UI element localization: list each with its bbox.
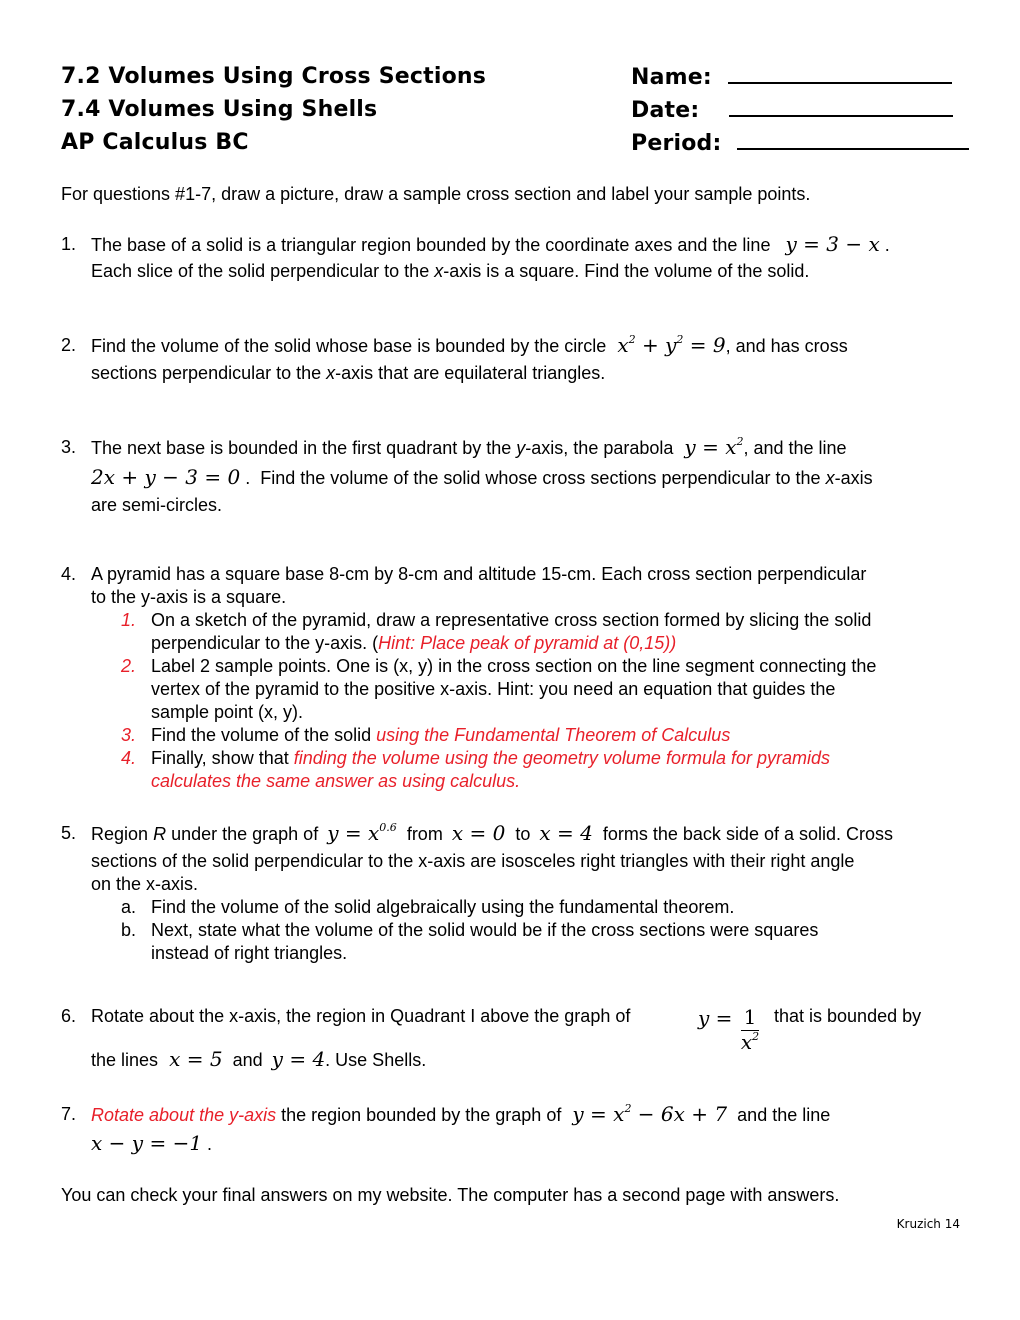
q6-function: y = $\frac{1}{x^2}$ [698, 1005, 760, 1054]
q4-sub4-line1 [151, 747, 830, 770]
q5-text-b: under the graph of [171, 824, 319, 844]
q6-text-d: . Use Shells. [325, 1050, 427, 1070]
q1-equation: y = 3 − x [785, 232, 880, 256]
q4-sub3-emphasis: using the Fundamental Theorem of Calculus [376, 725, 731, 745]
q7-emphasis: Rotate about the y-axis [91, 1105, 277, 1125]
q5-region-r: R [153, 824, 167, 844]
q5-text-a: Region [91, 824, 149, 844]
date-label: Date: [631, 98, 700, 123]
q5-sub-a: Find the volume of the solid algebraically using the fundamental theorem. [151, 897, 735, 917]
q6-line-x: x = 5 [169, 1047, 223, 1071]
q4-number: 4. [61, 564, 77, 584]
q3-text-e: -axis [834, 468, 873, 488]
q3-y: y [516, 438, 526, 458]
q7-number: 7. [61, 1104, 77, 1124]
q5-sub-b-line1: Next, state what the volume of the solid would be if the cross sections were squares [151, 920, 819, 940]
date-field[interactable] [631, 97, 953, 123]
q2-text-c: sections perpendicular to the [91, 363, 322, 383]
q4-sub1-line2 [151, 632, 676, 655]
q1-line2 [91, 260, 809, 283]
q7-function: $y = x^2 - 6x + 7$ [572, 1102, 728, 1126]
q5-text-c: forms the back side of a solid. Cross [602, 824, 894, 844]
q4-sub1-line1: On a sketch of the pyramid, draw a representative cross section formed by slicing the solid [151, 610, 872, 630]
q4-sub1-hint: Hint: Place peak of pyramid at (0,15)) [378, 633, 677, 653]
q5-from: from [406, 824, 443, 844]
q4-sub2-line2: vertex of the pyramid to the positive x-axis. Hint: you need an equation that guides the [151, 679, 836, 699]
q4-sub3-text: Find the volume of the solid [151, 725, 377, 745]
q6-text-b: that is bounded by [774, 1006, 922, 1026]
q3-number: 3. [61, 437, 77, 457]
q1-text-c: -axis is a square. Find the volume of the solid. [443, 261, 810, 281]
q5-to: to [515, 824, 531, 844]
q2-line1 [91, 334, 848, 358]
q1-x: x [434, 261, 444, 281]
period-label: Period: [631, 131, 722, 156]
q1-text-b: Each slice of the solid perpendicular to the [91, 261, 430, 281]
q3-text-a: The next base is bounded in the first quadrant by the [91, 438, 512, 458]
q7-text-c: and the line [737, 1105, 831, 1125]
q3-x: x [825, 468, 835, 488]
q5-sub-b-line2: instead of right triangles. [151, 943, 348, 963]
q4-line2: to the y-axis is a square. [91, 587, 287, 607]
q5-upper-bound: x = 4 [539, 821, 593, 845]
q4-sub1-text: perpendicular to the y-axis. ( [151, 633, 379, 653]
q5-line1 [91, 822, 893, 846]
q1-line1: The base of a solid is a triangular region bounded by the coordinate axes and the line y = 3 − x . [91, 232, 890, 256]
q6-text-c: the lines [91, 1050, 159, 1070]
name-label: Name: [631, 65, 712, 90]
q4-sub2-line1: Label 2 sample points. One is (x, y) in the cross section on the line segment connecting the [151, 656, 877, 676]
date-blank[interactable] [729, 97, 953, 117]
q2-text-a: Find the volume of the solid whose base is bounded by the circle [91, 336, 607, 356]
instructions: For questions #1-7, draw a picture, draw a sample cross section and label your sample points. [61, 184, 811, 204]
q2-number: 2. [61, 335, 77, 355]
q3-text-b: -axis, the parabola [525, 438, 674, 458]
q5-sub-b-number: b. [121, 920, 137, 940]
period-field[interactable] [631, 130, 969, 156]
q4-sub4-line2: calculates the same answer as using calculus. [151, 771, 521, 791]
name-blank[interactable] [728, 64, 952, 84]
period-blank[interactable] [737, 130, 969, 150]
footer-note: You can check your final answers on my website. The computer has a second page with answers. [61, 1185, 840, 1205]
q3-line3: are semi-circles. [91, 495, 223, 515]
q2-x: x [326, 363, 336, 383]
q2-text-d: -axis that are equilateral triangles. [335, 363, 606, 383]
q4-sub4-emphasis: finding the volume using the geometry volume formula for pyramids [293, 748, 830, 768]
q5-function: $y = x^{0.6}$ [327, 821, 397, 845]
q6-number: 6. [61, 1006, 77, 1026]
q5-sub-a-number: a. [121, 897, 137, 917]
q4-sub1-number: 1. [121, 610, 137, 630]
q2-text-b: , and has cross [725, 336, 848, 356]
q3-text-d: Find the volume of the solid whose cross sections perpendicular to the [260, 468, 821, 488]
q6-line2 [91, 1048, 426, 1072]
q7-line1 [91, 1103, 830, 1127]
q7-text-b: the region bounded by the graph of [276, 1105, 562, 1125]
q7-line2: x − y = −1 . [91, 1131, 213, 1155]
q4-sub3-number: 3. [121, 725, 137, 745]
q5-line2: sections of the solid perpendicular to the x-axis are isosceles right triangles with their right angle [91, 851, 855, 871]
q3-parabola: $y = x^2$ [684, 435, 744, 459]
q6-and: and [232, 1050, 263, 1070]
q2-line2 [91, 362, 605, 385]
q5-number: 5. [61, 823, 77, 843]
q7-line-equation: x − y = −1 [91, 1131, 203, 1155]
q3-line-equation: 2x + y − 3 = 0 [91, 465, 241, 489]
q5-lower-bound: x = 0 [451, 821, 506, 845]
q6-text-a: Rotate about the x-axis, the region in Quadrant I above the graph of [91, 1006, 631, 1026]
q2-equation: $x^2 + y^2 = 9$ [617, 333, 726, 357]
q4-sub4-text: Finally, show that [151, 748, 294, 768]
q4-sub2-number: 2. [121, 656, 137, 676]
q4-sub2-line3: sample point (x, y). [151, 702, 304, 722]
q3-line1 [91, 436, 847, 460]
q1-number: 1. [61, 234, 77, 254]
course-title: AP Calculus BC [61, 130, 249, 155]
q5-line3: on the x-axis. [91, 874, 199, 894]
q6-line1 [91, 1005, 630, 1028]
name-field[interactable] [631, 64, 952, 90]
footer-credit: Kruzich 14 [896, 1217, 960, 1231]
q4-sub4-number: 4. [121, 748, 137, 768]
q1-text-a: The base of a solid is a triangular region bounded by the coordinate axes and the line [91, 235, 771, 255]
q6-line-y: y = 4 [271, 1047, 326, 1071]
q3-line2: 2x + y − 3 = 0 . Find the volume of the solid whose cross sections perpendicular to the x-axis [91, 465, 873, 489]
q4-line1: A pyramid has a square base 8-cm by 8-cm and altitude 15-cm. Each cross section perpendicular [91, 564, 867, 584]
q4-sub3-line1 [151, 724, 730, 747]
q3-text-c: , and the line [743, 438, 847, 458]
title-shells: 7.4 Volumes Using Shells [61, 97, 378, 122]
title-cross-sections: 7.2 Volumes Using Cross Sections [61, 64, 487, 89]
